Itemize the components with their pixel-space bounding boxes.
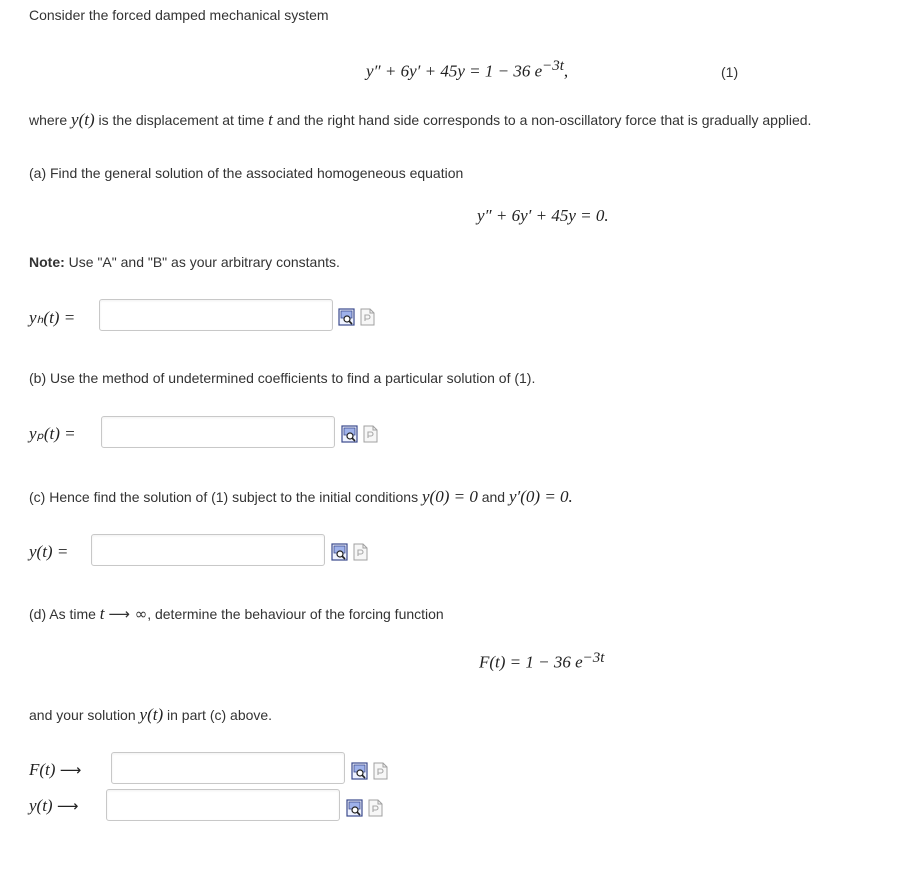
equation-1-exponent: −3t — [542, 58, 564, 74]
equation-1 — [366, 58, 568, 82]
initial-condition-2: y′(0) = 0. — [508, 487, 573, 506]
y-solution-input[interactable] — [91, 534, 325, 566]
equation-1-lhs: y″ + 6y′ + 45y = 1 − 36 e — [366, 61, 543, 81]
formula-preview-icon[interactable] — [338, 308, 355, 326]
part-d-t: t — [99, 604, 105, 623]
where-text-c: and the right hand side corresponds to a non-oscillatory force that is gradually applied. — [276, 112, 812, 128]
y-limit-y: y(t) — [29, 796, 53, 815]
where-y-of-t: y(t) — [71, 110, 95, 129]
part-d-and-text — [29, 705, 272, 725]
F-limit-input[interactable] — [111, 752, 345, 784]
yp-input[interactable] — [101, 416, 335, 448]
part-d-text-a: (d) As time — [29, 606, 96, 622]
equation-1-comma: , — [563, 61, 569, 81]
yp-label: yₚ(t) = — [29, 424, 76, 443]
note-text: Use "A" and "B" as your arbitrary constants. — [64, 254, 340, 270]
homogeneous-equation: y″ + 6y′ + 45y = 0. — [477, 206, 609, 225]
forcing-eq-body: F(t) = 1 − 36 e — [479, 652, 583, 672]
formula-preview-icon[interactable] — [346, 799, 363, 817]
formula-help-icon[interactable] — [367, 799, 384, 817]
forcing-eq-exponent: −3t — [582, 650, 605, 666]
part-d-and-y: y(t) — [139, 705, 164, 724]
part-d-text — [29, 604, 444, 624]
part-d-text-b: , determine the behaviour of the forcing function — [147, 606, 444, 622]
formula-help-icon[interactable] — [362, 425, 379, 443]
part-b-text: (b) Use the method of undetermined coefficients to find a particular solution of (1). — [29, 370, 536, 386]
where-t: t — [268, 110, 273, 129]
formula-preview-icon[interactable] — [331, 543, 348, 561]
F-limit-label — [29, 760, 81, 780]
yh-label: yₕ(t) = — [29, 308, 76, 327]
note — [29, 254, 340, 270]
part-c-text-a: (c) Hence find the solution of (1) subject to the initial conditions — [29, 489, 419, 505]
formula-help-icon[interactable] — [352, 543, 369, 561]
formula-help-icon[interactable] — [372, 762, 389, 780]
part-d-and-a: and your solution — [29, 707, 136, 723]
where-text-b: is the displacement at time — [98, 112, 265, 128]
arrow-icon: ⟶ — [56, 797, 79, 815]
note-label: Note: — [29, 254, 65, 270]
equation-1-label: (1) — [721, 64, 739, 80]
y-limit-label — [29, 796, 78, 816]
forcing-function-equation — [479, 650, 604, 673]
y-limit-input[interactable] — [106, 789, 340, 821]
intro-text: Consider the forced damped mechanical system — [29, 7, 329, 23]
part-d-and-b: in part (c) above. — [167, 707, 273, 723]
part-a-text: (a) Find the general solution of the associated homogeneous equation — [29, 165, 464, 181]
arrow-icon: ⟶ — [59, 761, 82, 779]
where-sentence — [29, 110, 811, 130]
part-c-text — [29, 487, 573, 507]
tends-to-infinity: ⟶ ∞ — [108, 605, 148, 623]
formula-preview-icon[interactable] — [351, 762, 368, 780]
y-label: y(t) = — [29, 542, 69, 561]
formula-help-icon[interactable] — [359, 308, 376, 326]
part-c-and: and — [481, 489, 506, 505]
F-label: F(t) — [29, 760, 56, 779]
initial-condition-1: y(0) = 0 — [422, 487, 478, 506]
where-text-a: where — [29, 112, 68, 128]
yh-input[interactable] — [99, 299, 333, 331]
formula-preview-icon[interactable] — [341, 425, 358, 443]
